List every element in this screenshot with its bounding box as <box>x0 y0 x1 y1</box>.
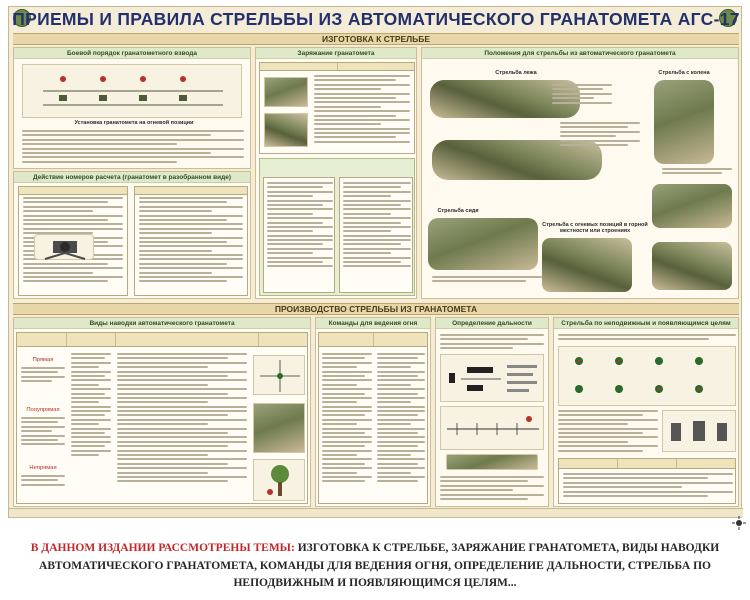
panel-targets <box>553 317 739 507</box>
formula-icon <box>441 355 545 403</box>
figure-target-icon <box>663 411 737 453</box>
loading-table <box>259 62 415 154</box>
sun-logo-icon <box>732 516 746 530</box>
battle-order-text <box>22 130 244 165</box>
section-header-preparation: ИЗГОТОВКА К СТРЕЛЬБЕ <box>13 33 739 45</box>
panel-positions <box>421 47 739 299</box>
panel-aiming-types <box>13 317 311 507</box>
battle-order-diagram <box>22 64 242 118</box>
photo-trench <box>542 238 632 292</box>
panel-title: Заряжание гранатомета <box>256 48 416 59</box>
panel-distance <box>435 317 549 507</box>
caption-trench: Стрельба с огневых позиций в горной местности или строениях <box>542 222 648 234</box>
photo-trench-3 <box>652 242 732 290</box>
publication-description <box>20 540 730 593</box>
description-lead: В ДАННОМ ИЗДАНИИ РАССМОТРЕНЫ ТЕМЫ: <box>30 542 298 554</box>
tree-icon <box>254 460 306 502</box>
caption-sitting: Стрельба сидя <box>437 208 479 214</box>
poster <box>8 6 742 518</box>
panel-title: Виды наводки автоматического гранатомета <box>14 318 310 329</box>
imprint-strip <box>9 508 743 517</box>
ruler-icon <box>441 407 545 451</box>
crosshair-icon <box>254 356 306 396</box>
grenade-launcher-icon <box>35 235 95 261</box>
procedure-col-left <box>263 177 335 293</box>
scale-diagram <box>440 406 544 450</box>
panel-title: Положения для стрельбы из автоматического гранатомета <box>422 48 738 59</box>
sight-view-2 <box>253 403 305 453</box>
panel-title: Стрельба по неподвижным и появляющимся целям <box>554 318 738 329</box>
photo-trench-2 <box>652 184 732 228</box>
aiming-semi-label: Полупрямая <box>26 407 60 413</box>
tank-silhouette-strip <box>446 454 538 470</box>
corrections-table <box>558 458 736 504</box>
procedure-col-right <box>339 177 413 293</box>
target-figures <box>662 410 736 452</box>
panel-title: Определение дальности <box>436 318 548 329</box>
panel-title: Боевой порядок гранатометного взвода <box>14 48 250 59</box>
sight-view-3 <box>253 459 305 501</box>
panel-crew-actions <box>13 171 251 299</box>
loading-photo-1 <box>264 77 308 107</box>
target-icon <box>559 347 737 407</box>
crew-actions-table-right <box>134 186 248 296</box>
loading-photo-2 <box>264 113 308 147</box>
panel-fire-commands <box>315 317 431 507</box>
loading-procedure-box <box>259 158 415 296</box>
battle-order-icon <box>23 65 243 119</box>
description-body: ИЗГОТОВКА К СТРЕЛЬБЕ, ЗАРЯЖАНИЕ ГРАНАТОМЕТА, ВИДЫ НАВОДКИ АВТОМАТИЧЕСКОГО ГРАНАТОМЕТА, КОМАНДЫ ДЛЯ ВЕДЕНИЯ ОГНЯ, ОПРЕДЕЛЕНИЕ ДАЛЬНОСТИ, СТРЕЛЬБА ПО НЕПОДВИЖНЫМ И ПОЯВЛЯЮЩИМСЯ ЦЕЛЯМ... <box>39 542 720 589</box>
install-caption: Установка гранатомета на огневой позиции <box>74 120 194 126</box>
caption-kneeling: Стрельба с колена <box>658 70 710 76</box>
panel-loading <box>255 47 417 299</box>
panel-title: Команды для ведения огня <box>316 318 430 329</box>
photo-sitting <box>428 218 538 270</box>
poster-title: ПРИЕМЫ И ПРАВИЛА СТРЕЛЬБЫ ИЗ АВТОМАТИЧЕСКОГО ГРАНАТОМЕТА АГС-17 <box>12 9 740 29</box>
panel-title: Действие номеров расчета (гранатомет в разобранном виде) <box>14 172 250 183</box>
sight-view-1 <box>253 355 305 395</box>
targets-grid <box>558 346 736 406</box>
section-header-firing: ПРОИЗВОДСТВО СТРЕЛЬБЫ ИЗ ГРАНАТОМЕТА <box>13 303 739 315</box>
aiming-direct-label: Прямая <box>32 357 54 363</box>
distance-formula <box>440 354 544 402</box>
aiming-indirect-label: Непрямая <box>29 465 57 471</box>
aiming-table <box>16 332 308 504</box>
commands-table <box>318 332 428 504</box>
photo-kneeling <box>654 80 714 164</box>
panel-battle-order <box>13 47 251 169</box>
caption-lying: Стрельба лежа <box>495 70 537 76</box>
tripod-sight-figure <box>34 234 94 260</box>
